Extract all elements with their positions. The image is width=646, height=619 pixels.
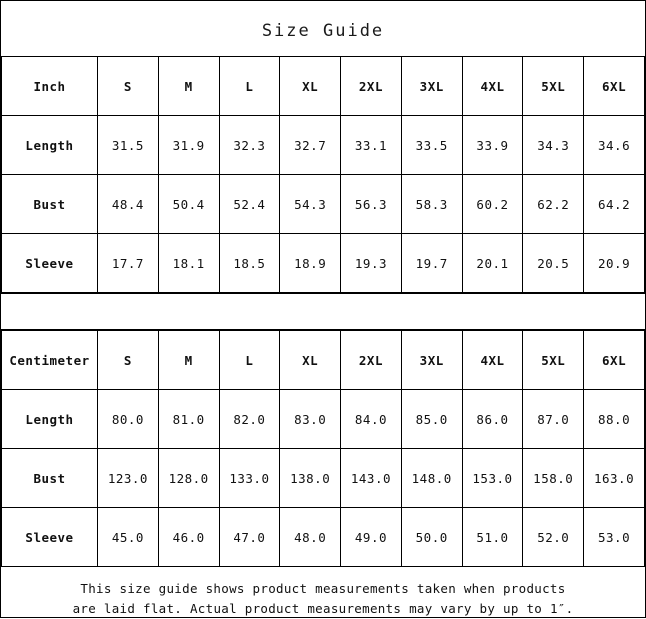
column-header-2xl: 2XL <box>341 57 402 116</box>
page-title: Size Guide <box>261 21 385 41</box>
cell: 148.0 <box>401 449 462 508</box>
row-label-sleeve: Sleeve <box>2 508 98 567</box>
cell: 138.0 <box>280 449 341 508</box>
cell: 60.2 <box>462 175 523 234</box>
cell: 80.0 <box>98 390 159 449</box>
cell: 163.0 <box>584 449 645 508</box>
footnote <box>1 567 645 619</box>
cell: 46.0 <box>158 508 219 567</box>
table-header-row <box>2 331 645 390</box>
footnote-line-2: are laid flat. Actual product measurements may vary by up to 1″. <box>72 601 574 616</box>
table-header-row <box>2 57 645 116</box>
column-header-m: M <box>158 57 219 116</box>
cell: 47.0 <box>219 508 280 567</box>
column-header-xl: XL <box>280 57 341 116</box>
cell: 32.3 <box>219 116 280 175</box>
cell: 153.0 <box>462 449 523 508</box>
column-header-3xl: 3XL <box>401 57 462 116</box>
cell: 86.0 <box>462 390 523 449</box>
cell: 33.9 <box>462 116 523 175</box>
cell: 128.0 <box>158 449 219 508</box>
cell: 20.5 <box>523 234 584 293</box>
column-header-l: L <box>219 57 280 116</box>
cell: 81.0 <box>158 390 219 449</box>
cell: 56.3 <box>341 175 402 234</box>
cell: 64.2 <box>584 175 645 234</box>
column-header-2xl: 2XL <box>341 331 402 390</box>
size-table-centimeter <box>1 330 645 567</box>
column-header-4xl: 4XL <box>462 331 523 390</box>
column-header-4xl: 4XL <box>462 57 523 116</box>
cell: 18.9 <box>280 234 341 293</box>
table-row <box>2 175 645 234</box>
table-row <box>2 508 645 567</box>
cell: 34.3 <box>523 116 584 175</box>
column-header-m: M <box>158 331 219 390</box>
row-label-bust: Bust <box>2 449 98 508</box>
table-row <box>2 116 645 175</box>
size-table-inch <box>1 56 645 293</box>
cell: 52.0 <box>523 508 584 567</box>
cell: 31.9 <box>158 116 219 175</box>
row-label-length: Length <box>2 390 98 449</box>
cell: 48.0 <box>280 508 341 567</box>
cell: 84.0 <box>341 390 402 449</box>
row-label-length: Length <box>2 116 98 175</box>
table-row <box>2 390 645 449</box>
cell: 88.0 <box>584 390 645 449</box>
unit-label-inch: Inch <box>2 57 98 116</box>
cell: 54.3 <box>280 175 341 234</box>
cell: 83.0 <box>280 390 341 449</box>
cell: 133.0 <box>219 449 280 508</box>
cell: 33.5 <box>401 116 462 175</box>
column-header-6xl: 6XL <box>584 331 645 390</box>
cell: 18.5 <box>219 234 280 293</box>
cell: 62.2 <box>523 175 584 234</box>
column-header-6xl: 6XL <box>584 57 645 116</box>
cell: 85.0 <box>401 390 462 449</box>
footnote-line-1: This size guide shows product measurements taken when products <box>80 581 566 596</box>
cell: 58.3 <box>401 175 462 234</box>
cell: 48.4 <box>98 175 159 234</box>
cell: 19.7 <box>401 234 462 293</box>
cell: 143.0 <box>341 449 402 508</box>
column-header-l: L <box>219 331 280 390</box>
table-row <box>2 449 645 508</box>
cell: 18.1 <box>158 234 219 293</box>
cell: 49.0 <box>341 508 402 567</box>
cell: 20.9 <box>584 234 645 293</box>
unit-label-centimeter: Centimeter <box>2 331 98 390</box>
cell: 158.0 <box>523 449 584 508</box>
cell: 87.0 <box>523 390 584 449</box>
cell: 32.7 <box>280 116 341 175</box>
table-separator <box>1 293 645 330</box>
row-label-bust: Bust <box>2 175 98 234</box>
cell: 19.3 <box>341 234 402 293</box>
cell: 53.0 <box>584 508 645 567</box>
cell: 123.0 <box>98 449 159 508</box>
cell: 33.1 <box>341 116 402 175</box>
cell: 51.0 <box>462 508 523 567</box>
column-header-s: S <box>98 57 159 116</box>
cell: 50.4 <box>158 175 219 234</box>
cell: 52.4 <box>219 175 280 234</box>
cell: 82.0 <box>219 390 280 449</box>
table-row <box>2 234 645 293</box>
cell: 17.7 <box>98 234 159 293</box>
column-header-s: S <box>98 331 159 390</box>
column-header-5xl: 5XL <box>523 331 584 390</box>
row-label-sleeve: Sleeve <box>2 234 98 293</box>
cell: 20.1 <box>462 234 523 293</box>
cell: 34.6 <box>584 116 645 175</box>
cell: 45.0 <box>98 508 159 567</box>
column-header-5xl: 5XL <box>523 57 584 116</box>
column-header-3xl: 3XL <box>401 331 462 390</box>
cell: 50.0 <box>401 508 462 567</box>
cell: 31.5 <box>98 116 159 175</box>
column-header-xl: XL <box>280 331 341 390</box>
